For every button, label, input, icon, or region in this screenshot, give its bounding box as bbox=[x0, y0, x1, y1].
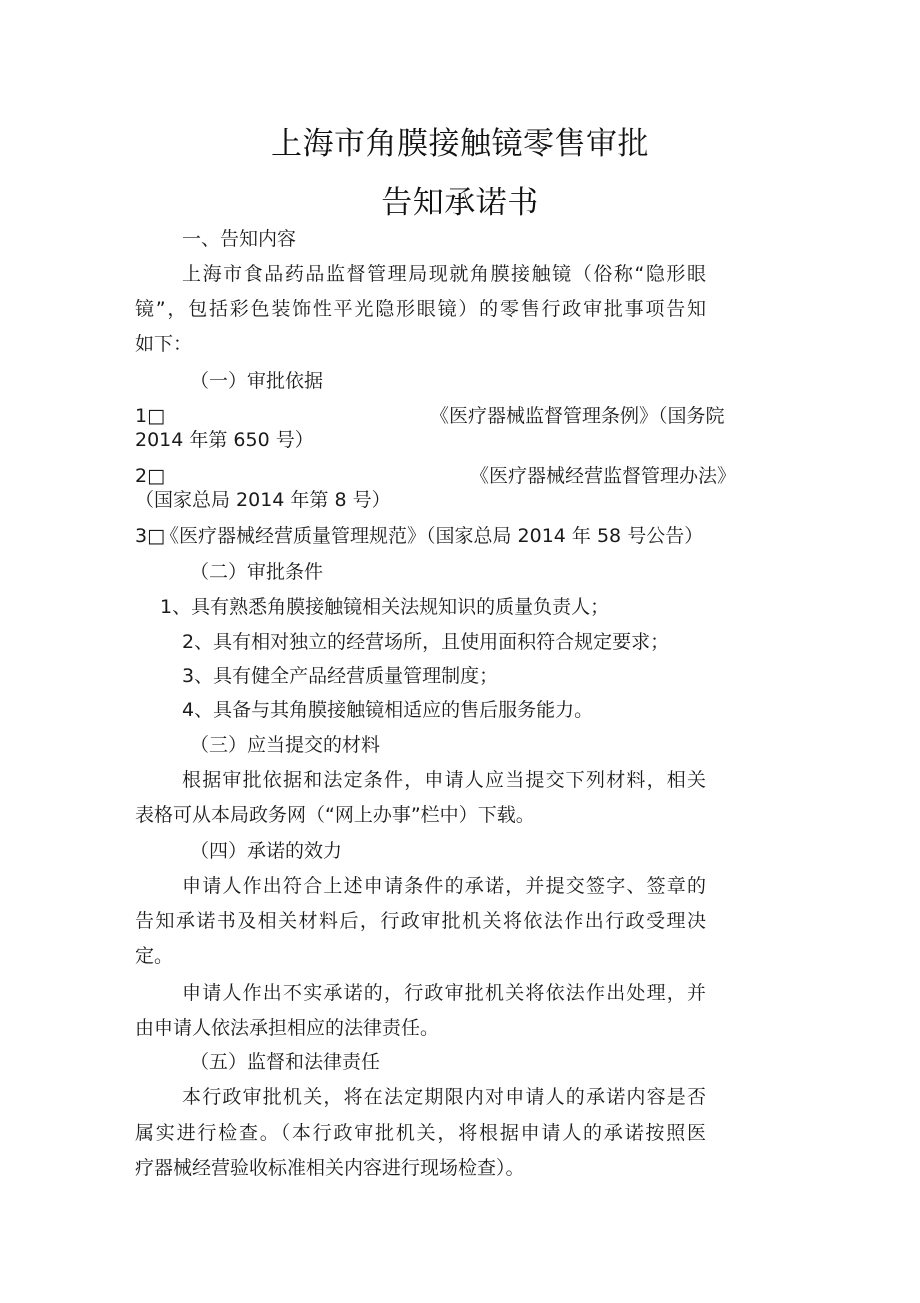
document-title-line1: 上海市角膜接触镜零售审批 bbox=[271, 126, 649, 162]
subsection-heading-basis: （一）审批依据 bbox=[190, 370, 324, 392]
effect-p1-line-1: 申请人作出符合上述申请条件的承诺，并提交签字、签章的 bbox=[182, 875, 706, 897]
section-heading-notice: 一、告知内容 bbox=[182, 228, 297, 250]
reference-3-number: 3□ bbox=[135, 525, 166, 547]
subsection-heading-effect: （四）承诺的效力 bbox=[190, 840, 343, 862]
supervision-line-3: 疗器械经营验收标准相关内容进行现场检查）。 bbox=[135, 1157, 525, 1179]
reference-1-cont: 2014 年第 650 号） bbox=[135, 429, 314, 451]
subsection-heading-conditions: （二）审批条件 bbox=[190, 561, 324, 583]
intro-line-1: 上海市食品药品监督管理局现就角膜接触镜（俗称“隐形眼 bbox=[182, 263, 706, 285]
reference-1-number: 1□ bbox=[135, 405, 166, 427]
effect-p2-line-2: 由申请人依法承担相应的法律责任。 bbox=[135, 1017, 440, 1039]
reference-2-number: 2□ bbox=[135, 465, 166, 487]
materials-line-2: 表格可从本局政务网（“网上办事”栏中）下载。 bbox=[135, 804, 535, 826]
effect-p1-line-2: 告知承诺书及相关材料后，行政审批机关将依法作出行政受理决 bbox=[135, 910, 706, 932]
effect-p2-line-1: 申请人作出不实承诺的，行政审批机关将依法作出处理，并 bbox=[182, 982, 706, 1004]
supervision-line-1: 本行政审批机关，将在法定期限内对申请人的承诺内容是否 bbox=[182, 1086, 706, 1108]
reference-2-cont: （国家总局 2014 年第 8 号） bbox=[135, 489, 391, 511]
subsection-heading-supervision: （五）监督和法律责任 bbox=[190, 1051, 381, 1073]
supervision-line-2: 属实进行检查。（本行政审批机关，将根据申请人的承诺按照医 bbox=[135, 1122, 706, 1144]
intro-line-2: 镜”，包括彩色装饰性平光隐形眼镜）的零售行政审批事项告知 bbox=[135, 298, 706, 320]
reference-3-text: 《医疗器械经营质量管理规范》（国家总局 2014 年 58 号公告） bbox=[160, 525, 704, 547]
reference-2-text: 《医疗器械经营监督管理办法》 bbox=[470, 465, 737, 487]
condition-4: 4、具备与其角膜接触镜相适应的售后服务能力。 bbox=[182, 699, 594, 721]
condition-1: 1、具有熟悉角膜接触镜相关法规知识的质量负责人； bbox=[160, 596, 610, 618]
condition-2: 2、具有相对独立的经营场所，且使用面积符合规定要求； bbox=[182, 631, 670, 653]
reference-1-text: 《医疗器械监督管理条例》（国务院 bbox=[430, 405, 725, 427]
subsection-heading-materials: （三）应当提交的材料 bbox=[190, 734, 381, 756]
effect-p1-line-3: 定。 bbox=[135, 945, 174, 967]
condition-3: 3、具有健全产品经营质量管理制度； bbox=[182, 665, 499, 687]
intro-line-3: 如下： bbox=[135, 333, 193, 355]
document-title-line2: 告知承诺书 bbox=[381, 185, 539, 221]
materials-line-1: 根据审批依据和法定条件，申请人应当提交下列材料，相关 bbox=[182, 769, 706, 791]
